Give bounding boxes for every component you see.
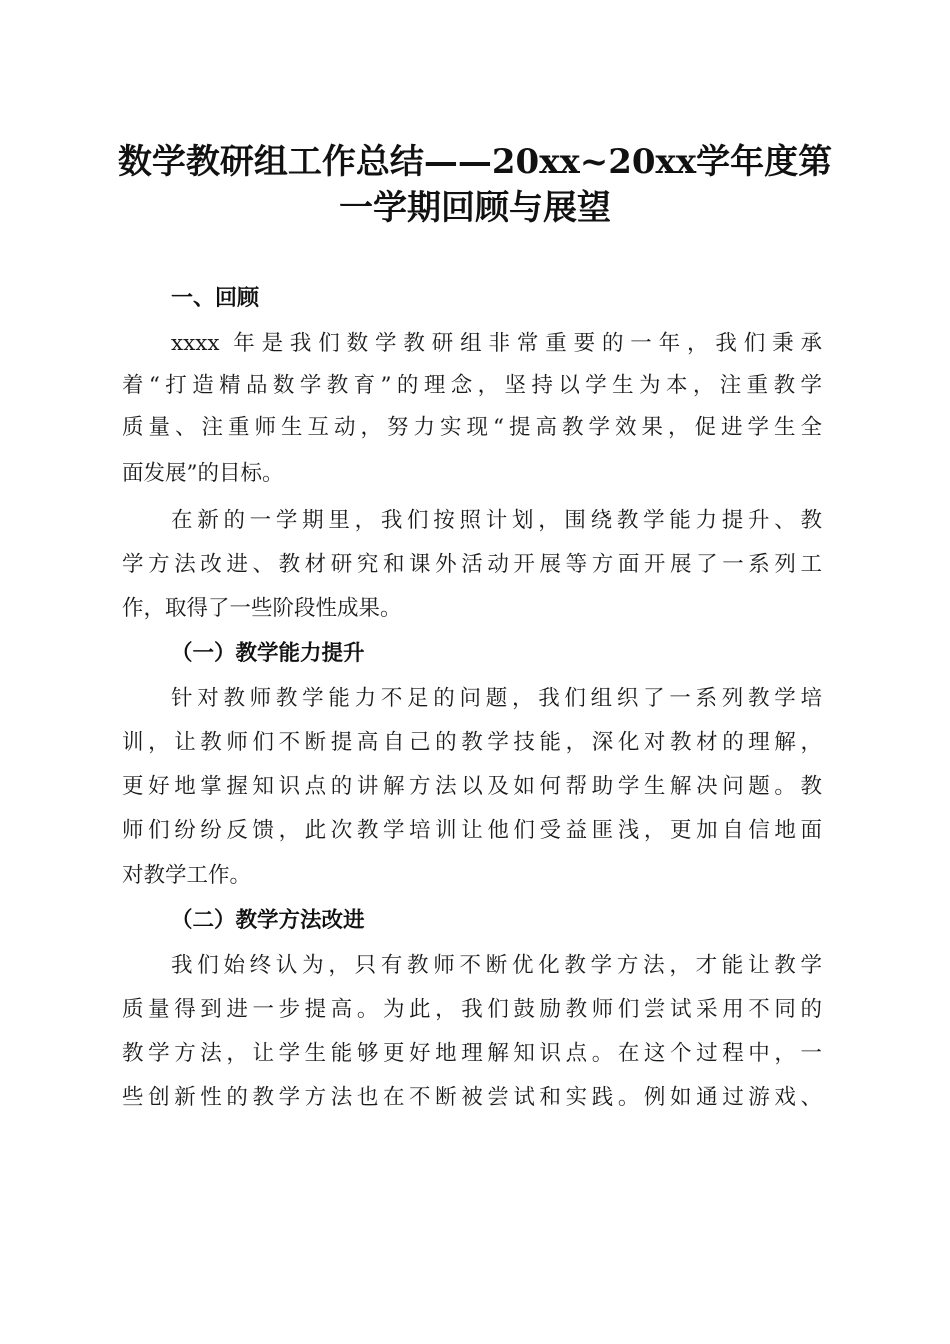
paragraph-line: 学方法改进、教材研究和课外活动开展等方面开展了一系列工 — [122, 552, 822, 577]
paragraph-line: 着“打造精品数学教育”的理念，坚持以学生为本，注重教学 — [122, 373, 822, 398]
paragraph-line: 更好地掌握知识点的讲解方法以及如何帮助学生解决问题。教 — [122, 774, 822, 799]
paragraph-line: xxxx 年是我们数学教研组非常重要的一年，我们秉承 — [171, 331, 822, 356]
paragraph-line: 我们始终认为，只有教师不断优化教学方法，才能让教学 — [171, 953, 822, 978]
paragraph-line: 在新的一学期里，我们按照计划，围绕教学能力提升、教 — [171, 508, 822, 533]
document-title-line-1: 数学教研组工作总结——20xx~20xx学年度第 — [117, 142, 833, 182]
paragraph-line: 质量、注重师生互动，努力实现“提高教学效果，促进学生全 — [122, 415, 822, 440]
paragraph-line: 对教学工作。 — [122, 863, 252, 888]
paragraph-line: 教学方法，让学生能够更好地理解知识点。在这个过程中，一 — [122, 1041, 822, 1066]
paragraph-line: 训，让教师们不断提高自己的教学技能，深化对教材的理解， — [122, 730, 822, 755]
paragraph-line: 质量得到进一步提高。为此，我们鼓励教师们尝试采用不同的 — [122, 997, 822, 1022]
paragraph-line: 些创新性的教学方法也在不断被尝试和实践。例如通过游戏、 — [122, 1085, 822, 1110]
subsection-heading-teaching-method: （二）教学方法改进 — [171, 908, 365, 933]
paragraph-line: 面发展”的目标。 — [122, 461, 284, 486]
section-heading-review: 一、回顾 — [171, 286, 260, 311]
subsection-heading-teaching-ability: （一）教学能力提升 — [171, 641, 365, 666]
paragraph-line: 针对教师教学能力不足的问题，我们组织了一系列教学培 — [171, 686, 822, 711]
document-title-line-2: 一学期回顾与展望 — [339, 188, 611, 228]
paragraph-line: 师们纷纷反馈，此次教学培训让他们受益匪浅，更加自信地面 — [122, 818, 822, 843]
paragraph-line: 作，取得了一些阶段性成果。 — [122, 596, 402, 621]
